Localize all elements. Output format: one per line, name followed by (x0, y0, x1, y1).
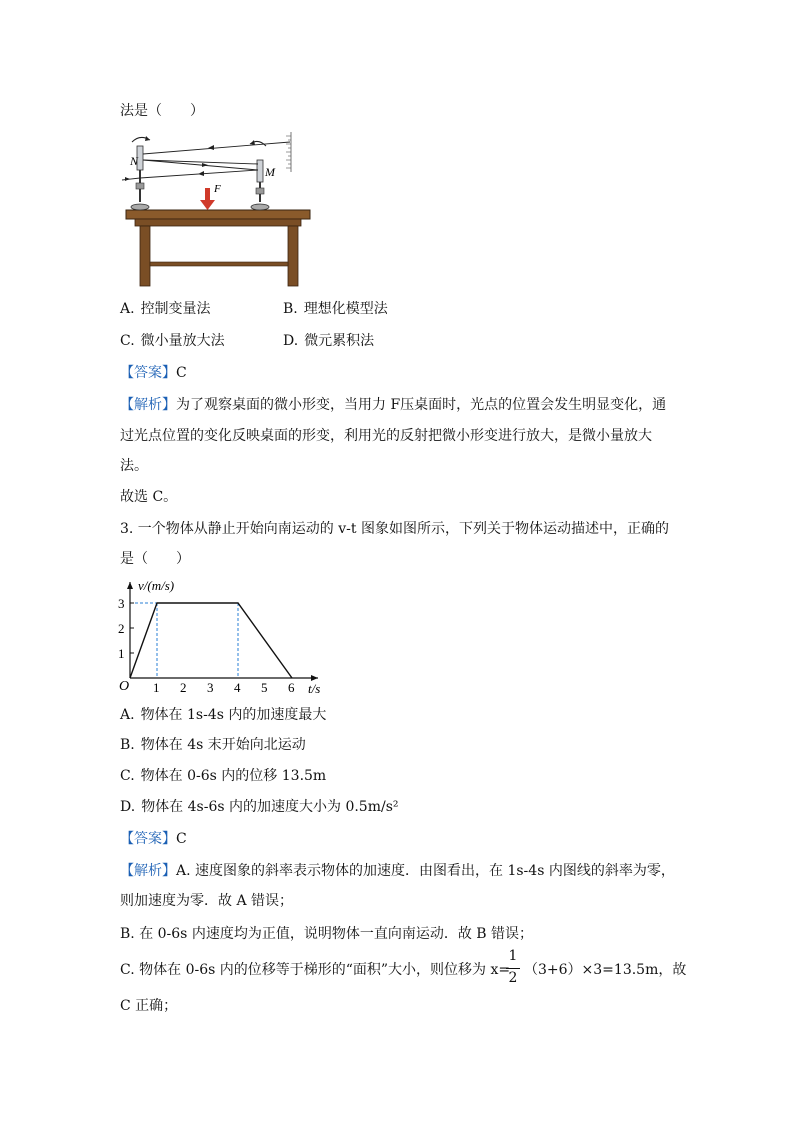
q3-analysis-c-after: （3+6）×3=13.5m，故 (524, 962, 687, 978)
q3-stem-line1: 3. 一个物体从静止开始向南运动的 v-t 图象如图所示，下列关于物体运动描述中，正确的 (120, 521, 669, 537)
fraction-bar (506, 968, 520, 969)
y-tick-label: 3 (118, 596, 125, 611)
q3-option-b: B. 物体在 4s 末开始向北运动 (120, 737, 306, 753)
q2-stem-tail: 法是（ ） (120, 103, 204, 119)
q3-analysis-b: B. 在 0-6s 内速度均为正值，说明物体一直向南运动．故 B 错误； (120, 926, 534, 942)
label-f: F (214, 183, 221, 195)
q2-option-c: C. 微小量放大法 (120, 333, 225, 349)
q2-answer: 【答案】C (120, 365, 187, 381)
fraction-denominator: 2 (508, 970, 518, 986)
q3-option-c: C. 物体在 0-6s 内的位移 13.5m (120, 768, 327, 784)
x-tick-label: 1 (153, 680, 160, 695)
q3-analysis-a-line1: 【解析】A. 速度图象的斜率表示物体的加速度．由图看出，在 1s-4s 内图线的斜率为零， (120, 863, 675, 879)
x-tick-label: 3 (207, 680, 214, 695)
label-m: M (265, 165, 275, 179)
q2-analysis-line1: 【解析】为了观察桌面的微小形变，当用力 F压桌面时，光点的位置会发生明显变化，通 (120, 397, 667, 413)
y-axis-label: v/(m/s) (138, 578, 175, 593)
velocity-series-line (130, 603, 292, 678)
x-tick-label: 2 (180, 680, 187, 695)
mirror-apparatus-figure (118, 128, 318, 290)
q3-stem-line2: 是（ ） (120, 551, 190, 567)
label-n: N (129, 154, 138, 168)
x-axis-label: t/s (308, 681, 321, 696)
q3-analysis-a-line2: 则加速度为零．故 A 错误； (120, 893, 294, 909)
q3-analysis-c-before: C. 物体在 0-6s 内的位移等于梯形的“面积”大小，则位移为 x= (120, 962, 511, 978)
y-tick-label: 2 (118, 621, 125, 636)
x-tick-label: 5 (261, 680, 268, 695)
q2-analysis-line3: 法。 (120, 458, 148, 474)
x-tick-label: 4 (234, 680, 241, 695)
q3-option-a: A. 物体在 1s-4s 内的加速度最大 (120, 707, 327, 723)
q3-option-d: D. 物体在 4s-6s 内的加速度大小为 0.5m/s² (120, 799, 399, 815)
q3-answer: 【答案】C (120, 831, 187, 847)
q2-conclusion: 故选 C。 (120, 489, 178, 505)
origin-label: O (119, 679, 130, 694)
q2-option-d: D. 微元累积法 (283, 333, 375, 349)
y-tick-label: 1 (118, 646, 125, 661)
vt-graph (112, 576, 328, 700)
q2-option-a: A. 控制变量法 (120, 301, 211, 317)
q2-option-b: B. 理想化模型法 (283, 301, 388, 317)
q2-analysis-line2: 过光点位置的变化反映桌面的形变，利用光的反射把微小形变进行放大，是微小量放大 (120, 428, 652, 444)
x-tick-label: 6 (288, 680, 295, 695)
fraction-numerator: 1 (508, 948, 518, 964)
q3-analysis-c-line2: C 正确； (120, 998, 178, 1014)
